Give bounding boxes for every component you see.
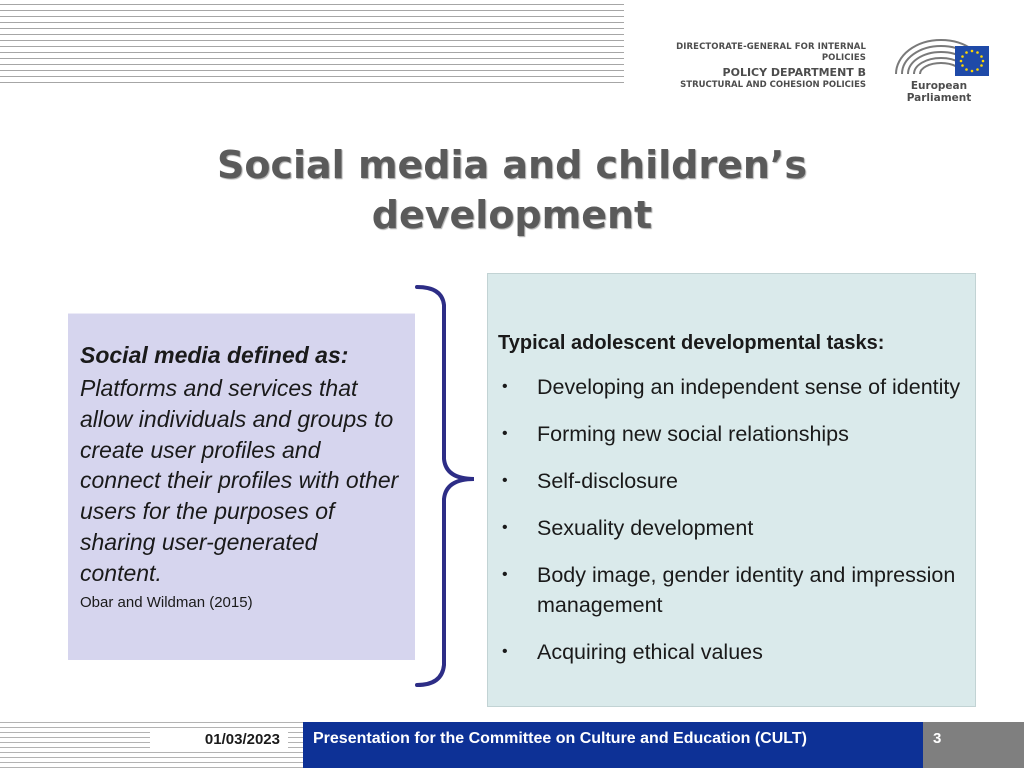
bullet-icon: •: [502, 643, 508, 660]
slide-title-line2: development: [371, 193, 653, 237]
curly-brace-icon: [412, 283, 478, 689]
tasks-heading: Typical adolescent developmental tasks:: [498, 332, 885, 354]
task-text: Self-disclosure: [537, 469, 678, 493]
list-item: [498, 513, 965, 543]
list-item: [498, 637, 965, 667]
footer-presentation-text: Presentation for the Committee on Culture and Education (CULT): [313, 730, 807, 747]
footer-date: 01/03/2023: [150, 729, 288, 751]
list-item: [498, 419, 965, 449]
footer-presentation-bar: [303, 722, 923, 768]
european-parliament-name: European Parliament: [906, 80, 972, 104]
list-item: [498, 466, 965, 496]
header-stripes: [0, 4, 624, 84]
page-number: 3: [933, 730, 942, 747]
org-line-department: POLICY DEPARTMENT B: [722, 66, 866, 80]
org-block: [640, 42, 866, 91]
list-item: [498, 372, 965, 402]
tasks-list: [498, 372, 965, 667]
task-text: Forming new social relationships: [537, 422, 849, 446]
slide-title-line1: Social media and children’s: [217, 143, 807, 187]
bullet-icon: •: [502, 566, 508, 583]
definition-citation: Obar and Wildman (2015): [80, 593, 253, 611]
org-line-directorate: DIRECTORATE-GENERAL FOR INTERNAL POLICIES: [676, 42, 866, 63]
developmental-tasks-box: [487, 273, 976, 707]
definition-box: [68, 313, 415, 660]
definition-body: Platforms and services that allow individuals and groups to create user profiles and connect their profiles with other users for the purposes of sharing user-generated content.: [80, 375, 399, 586]
footer-page-box: [923, 722, 1024, 768]
task-text: Acquiring ethical values: [537, 640, 763, 664]
task-text: Sexuality development: [537, 516, 754, 540]
bullet-icon: •: [502, 425, 508, 442]
task-text: Body image, gender identity and impression management: [537, 563, 956, 617]
bullet-icon: •: [502, 378, 508, 395]
bullet-icon: •: [502, 519, 508, 536]
slide-title: [150, 140, 874, 240]
org-line-policies: STRUCTURAL AND COHESION POLICIES: [680, 80, 866, 90]
bullet-icon: •: [502, 472, 508, 489]
list-item: [498, 560, 965, 620]
definition-heading: Social media defined as:: [80, 342, 349, 368]
task-text: Developing an independent sense of identity: [537, 375, 961, 399]
